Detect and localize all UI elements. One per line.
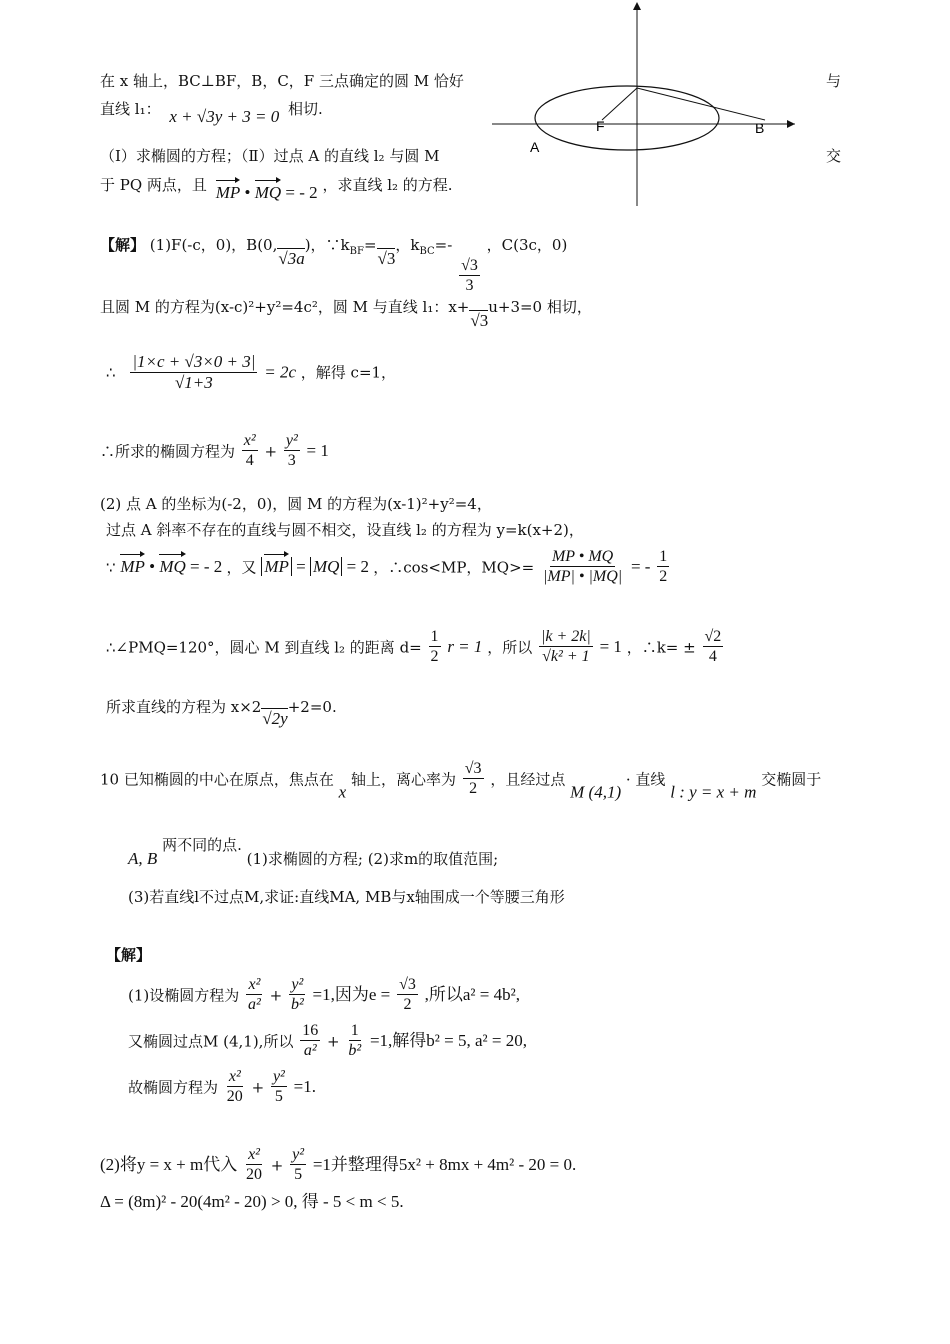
s7-abs-mp: MP (264, 557, 289, 577)
therefore-symbol: ∴ (106, 363, 116, 382)
s1-i: ，C(3c，0) (486, 236, 568, 254)
s8-fd: 2 (430, 648, 439, 666)
s1-frac-den: 3 (465, 277, 474, 295)
problem10-line3: (3)若直线l不过点M,求证:直线MA, MB与x轴围成一个等腰三角形 (128, 888, 565, 906)
p1-x: x (338, 782, 347, 802)
plus-minus: ± (683, 638, 696, 657)
line4-suffix: ，求直线 l₂ 的方程. (322, 176, 453, 194)
line-l1-equation: x + √3y + 3 = 0 (169, 107, 280, 126)
solution10-line2: 又椭圆过点M (4,1),所以 $\frac{16}{\text{a²}}$ + $\frac{1}{\text{b²}}$ =1,解得b² = 5, a² = 20, (128, 1022, 527, 1060)
problem10-line1 (100, 760, 821, 803)
a1c: ,所以a² = 4b², (424, 985, 520, 1005)
dot-value: = - 2 (285, 183, 318, 202)
a3-d2: 5 (274, 1088, 283, 1106)
p1-ed: 2 (469, 780, 478, 798)
s2-c: u+3=0 相切， (488, 298, 592, 316)
solution9-line8 (106, 628, 725, 667)
k-answer-fraction (703, 628, 724, 667)
s8-fn: 1 (429, 628, 441, 647)
b1: (2)将y = x + m代入 (100, 1155, 238, 1175)
s8-eq: = 1 (599, 637, 622, 657)
s8-b: ，所以 (487, 638, 533, 657)
s1-frac (459, 257, 480, 296)
a3-n1: x² (227, 1068, 243, 1087)
solution9-line4 (100, 432, 329, 471)
p1-c: ，且经过点 (490, 770, 566, 789)
ellipse-diagram (490, 0, 800, 210)
p1-b: 轴上，离心率为 (350, 770, 456, 789)
a1-n1: x² (246, 976, 262, 995)
s8-a: ∴∠PMQ=120°，圆心 M 到直线 l₂ 的距离 d= (106, 638, 422, 657)
s4-d2: 3 (287, 452, 296, 470)
s7-dot: • (149, 557, 156, 577)
s1-sub-bf: BF (349, 246, 364, 257)
s1-f: ，k (395, 236, 420, 254)
a1: (1)设椭圆方程为 (128, 986, 240, 1005)
a2: 又椭圆过点M (4,1),所以 (128, 1032, 294, 1051)
a1-frac1 (246, 976, 263, 1015)
a3-d1: 20 (226, 1088, 243, 1106)
s2-a: 且圆 M 的方程为(x-c)²+y²=4c²，圆 M 与直线 l₁：x+ (100, 298, 470, 316)
b1-d2: 5 (294, 1166, 303, 1184)
eccentricity-fraction (463, 760, 484, 799)
problem9-line4 (100, 176, 453, 203)
solution9-line5: (2) 点 A 的坐标为(-2，0)，圆 M 的方程为(x-1)²+y²=4， (100, 495, 492, 513)
k-fraction (539, 628, 593, 667)
a1-efrac (397, 976, 418, 1015)
b1b: =1并整理得5x² + 8mx + 4m² - 20 = 0. (312, 1155, 577, 1175)
label-a: A (530, 139, 540, 155)
problem9-line3: （Ⅰ）求椭圆的方程；（Ⅱ）过点 A 的直线 l₂ 与圆 M (100, 147, 440, 165)
a2-d1: a² (303, 1042, 317, 1060)
solution10-line5: Δ = (8m)² - 20(4m² - 20) > 0, 得 - 5 < m < 5. (100, 1192, 404, 1211)
a2-n1: 16 (300, 1022, 320, 1041)
a1-n2: y² (289, 976, 305, 995)
s7-rn: 1 (657, 548, 669, 567)
line2-suffix: 相切. (288, 100, 323, 118)
solution10-line1: (1)设椭圆方程为 $\frac{\text{x²}}{\text{a²}}$ + $\frac{\text{y²}}{\text{b²}}$ =1,因为e = $\frac{√3}{2}$ ,所以a² = 4b², (128, 976, 520, 1014)
s7-abs-mq: MQ (310, 557, 342, 576)
s4-n1: x² (242, 432, 258, 451)
s2-sqrt3: √3 (470, 311, 489, 330)
s1-sqrt3: √3 (377, 249, 396, 268)
problem9-jiao: 交 (826, 147, 842, 165)
a1-ed: 2 (403, 996, 412, 1014)
s4-n2: y² (284, 432, 300, 451)
a3-frac1 (225, 1068, 245, 1107)
s1-sqrt3a: √3a (278, 249, 305, 268)
frac-y2-3 (284, 432, 300, 471)
p1-e: 交椭圆于 (761, 770, 822, 789)
half-fraction (657, 548, 669, 587)
a2-d2: b² (348, 1042, 362, 1060)
a1-en: √3 (397, 976, 418, 995)
frac-x2-4 (242, 432, 258, 471)
problem10-line2 (128, 836, 498, 869)
a3: 故椭圆方程为 (128, 1078, 219, 1097)
s4-eq: = 1 (306, 441, 329, 461)
solution9-line3 (106, 352, 396, 393)
b1-frac2 (290, 1146, 306, 1185)
solution9-line1 (100, 236, 567, 296)
b1-d1: 20 (246, 1166, 263, 1184)
s7-rd: 2 (659, 568, 668, 586)
cos-fraction (541, 548, 624, 587)
solution10-heading: 【解】 (106, 946, 152, 964)
distance-eq: = 2c (264, 362, 296, 382)
s1-g: =- (434, 236, 453, 254)
a1-d2: b² (290, 996, 304, 1014)
s1-a: (1)F(-c，0)，B(0, (149, 236, 278, 254)
p1-d: · 直线 (625, 770, 666, 789)
vector-mp: MP (215, 183, 241, 202)
problem9-line1: 在 x 轴上，BC⊥BF，B，C，F 三点确定的圆 M 恰好 (100, 72, 464, 90)
p2-b: (1)求椭圆的方程; (2)求m的取值范围; (246, 850, 499, 868)
a2-n2: 1 (349, 1022, 361, 1041)
distance-num: |1×c + √3×0 + 3| (132, 352, 256, 371)
s9-c: +2=0. (287, 698, 337, 716)
label-f: F (596, 118, 605, 134)
ellipse (535, 86, 719, 150)
points-ab: A, B (128, 849, 158, 868)
p1-a: 10 已知椭圆的中心在原点，焦点在 (100, 770, 334, 789)
s7-mid: ，又 (226, 558, 257, 577)
solution9-line6: 过点 A 斜率不存在的直线与圆不相交，设直线 l₂ 的方程为 y=k(x+2)， (106, 521, 584, 539)
a3-frac2 (271, 1068, 287, 1107)
half-r-fraction (429, 628, 441, 667)
a1-d1: a² (248, 996, 261, 1014)
s8-c: ，∴k= (626, 638, 679, 657)
s8-an: √2 (703, 628, 724, 647)
b1-frac1 (244, 1146, 264, 1185)
cos-num: MP • MQ (550, 548, 615, 567)
a1-frac2 (289, 976, 306, 1015)
distance-fraction (130, 352, 257, 393)
s1-frac-num: √3 (459, 257, 480, 276)
a3-n2: y² (271, 1068, 287, 1087)
a2-frac2 (346, 1022, 363, 1061)
k-num: |k + 2k| (539, 628, 593, 647)
s7-vec-mq: MQ (159, 557, 186, 577)
s4-d1: 4 (245, 452, 254, 470)
a1b: =1,因为e = (312, 985, 391, 1005)
label-b: B (755, 120, 765, 136)
s7-eq2: = 2 (346, 557, 370, 577)
p1-en: √3 (463, 760, 484, 779)
line4-prefix: 于 PQ 两点，且 (100, 176, 207, 194)
line2-prefix: 直线 l₁： (100, 100, 161, 118)
s7-res: = - (630, 557, 651, 577)
segment-bc (637, 88, 765, 120)
line-l-equation: l : y = x + m (670, 782, 757, 802)
solution10-line4: (2)将y = x + m代入 $\frac{\text{x²}}{20}$ + $\frac{\text{y²}}{5}$ =1并整理得5x² + 8mx + 4m² - 20 = 0. (100, 1146, 577, 1184)
because-symbol: ∵ (106, 558, 116, 577)
distance-den: √1+3 (174, 372, 213, 392)
segment-bf (602, 88, 637, 120)
s9-sqrt2y: √2y (262, 709, 288, 728)
problem9-yu: 与 (826, 72, 842, 90)
problem9-line2 (100, 100, 323, 127)
s7-vec-mp: MP (120, 557, 145, 577)
a2-frac1 (300, 1022, 320, 1061)
distance-post: ，解得 c=1， (300, 363, 397, 382)
dot-operator: • (244, 183, 251, 202)
s1-c: )，∵k (304, 236, 350, 254)
y-axis-arrow (633, 2, 641, 10)
s8-ad: 4 (708, 648, 717, 666)
s7-val: = - 2 (190, 557, 223, 577)
vector-mq: MQ (254, 183, 282, 202)
a3b: =1. (293, 1077, 316, 1097)
x-axis-arrow (787, 120, 795, 128)
k-den: √k² + 1 (542, 648, 590, 666)
s4-pre: ∴所求的椭圆方程为 (100, 442, 236, 461)
solution9-line2 (100, 298, 592, 331)
s8-r: r = 1 (447, 637, 483, 657)
point-m: M (4,1) (570, 782, 622, 802)
b1-n1: x² (246, 1146, 262, 1165)
a2b: =1,解得b² = 5, a² = 20, (369, 1031, 527, 1051)
b1-n2: y² (290, 1146, 306, 1165)
solution10-line3: 故椭圆方程为 $\frac{\text{x²}}{20}$ + $\frac{\text{y²}}{5}$ =1. (128, 1068, 316, 1106)
cos-den: |MP| • |MQ| (543, 568, 623, 586)
solution9-line9 (106, 698, 337, 729)
s4-plus: + (264, 442, 278, 461)
s9-a: 所求直线的方程为 x×2 (106, 698, 262, 716)
s7-eq1: = (296, 557, 306, 577)
solution-heading: 【解】 (100, 236, 146, 254)
solution9-line7 (106, 548, 671, 587)
s7-cos: ，∴cos<MP，MQ>= (373, 558, 535, 577)
s1-d: = (363, 236, 377, 254)
p2-a: 两不同的点. (162, 836, 242, 854)
s1-sub-bc: BC (419, 246, 435, 257)
